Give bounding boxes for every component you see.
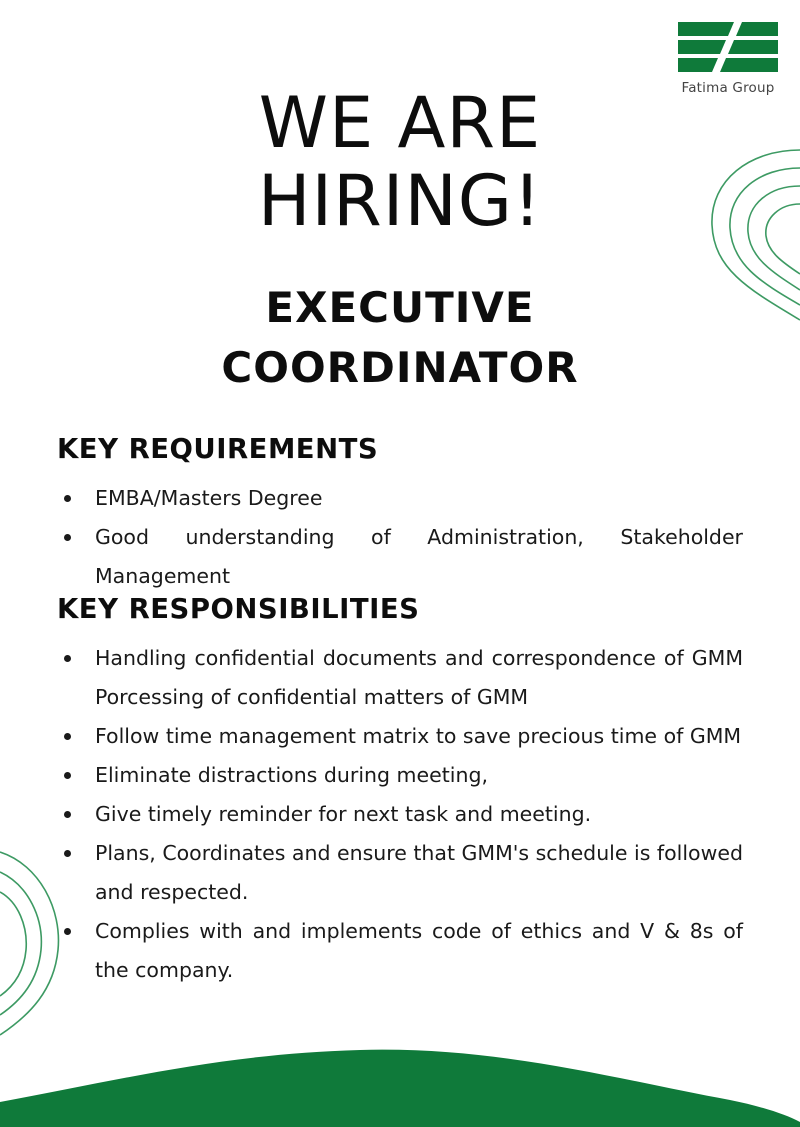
list-item: Eliminate distractions during meeting,	[57, 756, 743, 795]
list-item: EMBA/Masters Degree	[57, 479, 743, 518]
list-item: Plans, Coordinates and ensure that GMM's schedule is followed and respected.	[57, 834, 743, 912]
hiring-headline	[0, 84, 800, 240]
footer-wave	[0, 1040, 800, 1127]
list-item: Handling confidential documents and correspondence of GMM Porcessing of confidential matters of GMM	[57, 639, 743, 717]
position-line-1: EXECUTIVE	[265, 283, 535, 332]
list-item: Give timely reminder for next task and meeting.	[57, 795, 743, 834]
requirements-list	[57, 479, 743, 596]
requirements-heading: KEY REQUIREMENTS	[57, 433, 379, 465]
responsibilities-heading: KEY RESPONSIBILITIES	[57, 593, 420, 625]
responsibilities-list	[57, 639, 743, 990]
list-item: Good understanding of Administration, Stakeholder Management	[57, 518, 743, 596]
list-item: Complies with and implements code of ethics and V & 8s of the company.	[57, 912, 743, 990]
position-line-2: COORDINATOR	[221, 343, 579, 392]
position-title	[0, 278, 800, 398]
list-item: Follow time management matrix to save precious time of GMM	[57, 717, 743, 756]
headline-line-2: HIRING!	[257, 160, 543, 242]
fatima-group-logo-icon	[676, 20, 780, 76]
headline-line-1: WE ARE	[258, 82, 542, 164]
company-name: Fatima Group	[681, 80, 775, 96]
